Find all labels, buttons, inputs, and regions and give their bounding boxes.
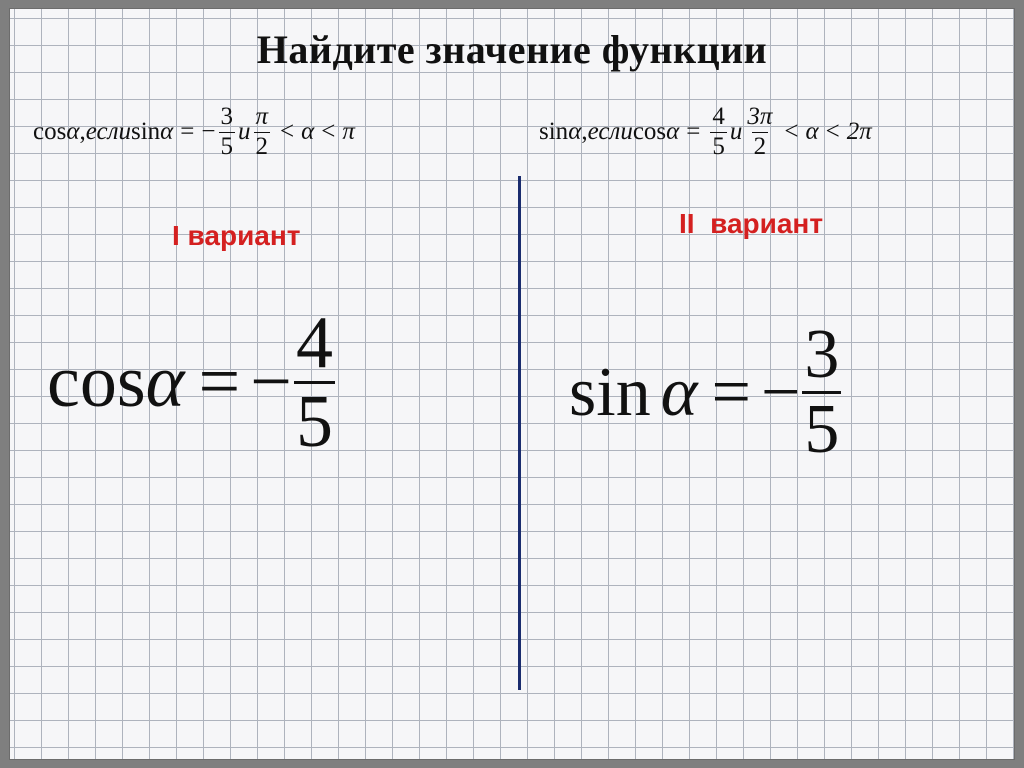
task-1-word-and: и — [238, 118, 251, 145]
task-2-word-and: и — [729, 118, 743, 145]
task-1-lower-numerator: π — [255, 103, 269, 131]
answer-2-minus: − — [760, 353, 801, 431]
task-2-lower-numerator: 3π — [747, 103, 773, 131]
answer-2-func: sin — [569, 353, 651, 431]
task-1-condition — [33, 92, 355, 172]
task-2-given-fraction — [710, 104, 727, 160]
answer-1-alpha: α — [145, 341, 185, 423]
task-2-given-numerator: 4 — [712, 103, 725, 131]
task-1-given-numerator: 3 — [220, 103, 233, 131]
task-1-less-than-2: < — [321, 118, 336, 145]
task-2-less-than-2: < — [825, 118, 840, 145]
task-1-given-denominator: 5 — [220, 132, 233, 160]
answer-1-minus: − — [250, 341, 292, 423]
answer-1-func: cos — [47, 341, 146, 423]
task-1-less-than-1: < — [280, 118, 295, 145]
page-title: Найдите значение функции — [256, 27, 768, 72]
task-1-lower-denominator: 2 — [255, 132, 269, 160]
task-1-func: cos — [33, 118, 67, 145]
task-2-lower-denominator: 2 — [753, 132, 767, 160]
task-1-word-if: если — [85, 118, 131, 145]
task-1-minus: − — [201, 118, 216, 145]
task-1-given-fraction — [219, 104, 236, 160]
answer-1-equals: = — [198, 341, 241, 423]
task-2-given-func: cos — [632, 118, 667, 145]
task-1-alpha: α — [66, 118, 80, 145]
answer-2 — [569, 316, 843, 468]
answer-1-fraction — [294, 302, 335, 463]
answer-2-equals: = — [711, 353, 751, 431]
answer-1-denominator: 5 — [295, 381, 333, 463]
task-2-comma: , — [581, 118, 588, 145]
task-2-lower-bound — [745, 104, 774, 160]
task-2-upper-bound: 2π — [846, 118, 872, 145]
task-2-equals: = — [686, 118, 701, 145]
task-2-less-than-1: < — [784, 118, 799, 145]
answer-2-denominator: 5 — [804, 391, 840, 468]
task-2-alpha: α — [568, 118, 582, 145]
task-1-equals: = — [180, 118, 195, 145]
answer-2-alpha: α — [660, 353, 698, 431]
answer-1 — [47, 302, 337, 463]
task-2-func: sin — [539, 118, 569, 145]
task-2-alpha-middle: α — [805, 118, 819, 145]
answer-1-numerator: 4 — [295, 302, 333, 384]
variant-2-label: II вариант — [679, 208, 824, 239]
task-1-comma: , — [79, 118, 86, 145]
answer-2-fraction — [802, 316, 841, 468]
answer-2-numerator: 3 — [804, 316, 840, 393]
task-2-word-if: если — [587, 118, 633, 145]
task-1-lower-bound — [254, 104, 271, 160]
task-2-given-denominator: 5 — [712, 132, 725, 160]
task-2-given-alpha: α — [666, 118, 680, 145]
task-1-given-func: sin — [130, 118, 161, 145]
task-2-condition — [539, 92, 872, 172]
column-divider — [518, 176, 521, 690]
slide — [9, 8, 1015, 760]
task-1-given-alpha: α — [160, 118, 174, 145]
variant-1-label: I вариант — [172, 220, 301, 251]
task-1-upper-bound: π — [342, 118, 355, 145]
task-1-alpha-middle: α — [301, 118, 315, 145]
